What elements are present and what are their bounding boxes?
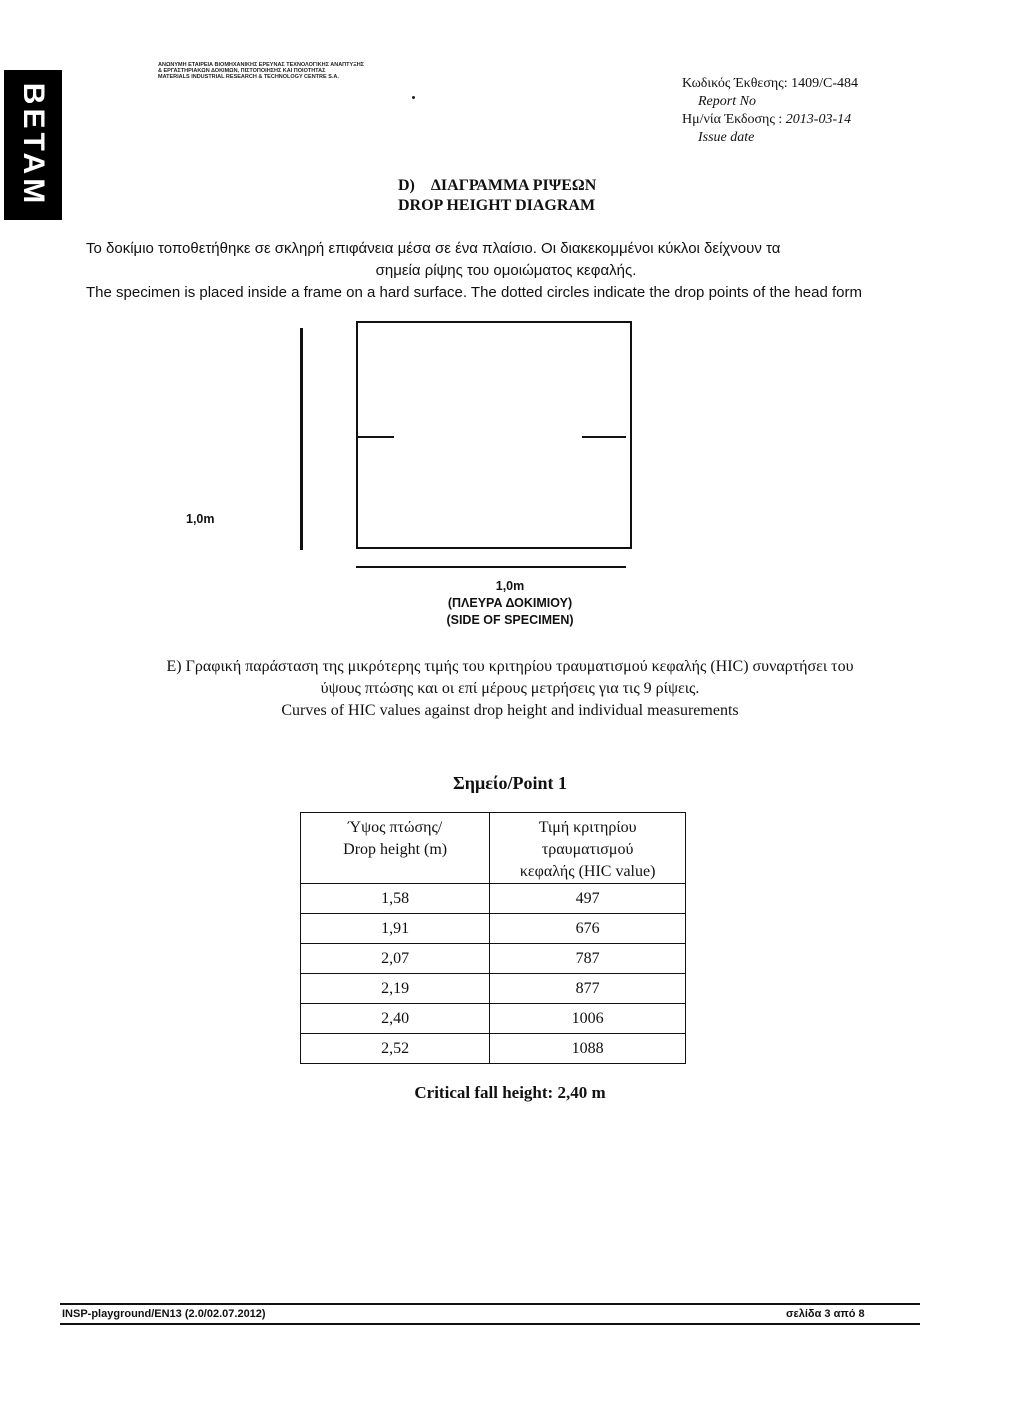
bottom-dimension-label	[380, 578, 640, 629]
table-row	[301, 944, 686, 974]
header-line: ΑΝΩΝΥΜΗ ΕΤΑΙΡΕΙΑ ΒΙΟΜΗΧΑΝΙΚΗΣ ΕΡΕΥΝΑΣ ΤΕΧΝΟΛΟΓΙΚΗΣ ΑΝΑΠΤΥΞΗΣ	[158, 62, 364, 68]
specimen-frame	[356, 321, 632, 549]
issue-date-label: Ημ/νία Έκδοσης :	[682, 112, 783, 127]
section-d-text	[86, 238, 956, 304]
issue-date-label-en: Issue date	[698, 130, 755, 145]
table-row	[301, 1034, 686, 1064]
header-hic-line: Τιμή κριτηρίου	[538, 819, 637, 836]
bottom-label-en: (SIDE OF SPECIMEN)	[446, 613, 574, 627]
header-hic-line: τραυματισμού	[541, 841, 634, 858]
hic-value-cell: 787	[490, 944, 686, 974]
critical-fall-height: Critical fall height: 2,40 m	[414, 1083, 606, 1102]
section-d-text-gr-2: σημεία ρίψης του ομοιώματος κεφαλής.	[375, 262, 637, 279]
table-row	[301, 974, 686, 1004]
hic-value-cell: 1088	[490, 1034, 686, 1064]
report-code-label: Κωδικός Έκθεσης:	[682, 76, 788, 91]
section-d-text-gr-1: Το δοκίμιο τοποθετήθηκε σε σκληρή επιφάνεια μέσα σε ένα πλαίσιο. Οι διακεκομμένοι κύκλοι δείχνουν τα	[86, 240, 781, 257]
hic-value-cell: 1006	[490, 1004, 686, 1034]
section-e-title	[60, 656, 960, 722]
table-row	[301, 884, 686, 914]
footer-document-id: INSP-playground/EN13 (2.0/02.07.2012)	[62, 1308, 266, 1320]
header-drop-height-line: Drop height (m)	[343, 841, 448, 858]
section-d-title-gr: D) ΔΙΑΓΡΑΜΜΑ ΡΙΨΕΩΝ	[398, 177, 597, 194]
hic-value-cell: 877	[490, 974, 686, 1004]
vertical-scale-line	[300, 328, 303, 550]
report-code-label-en: Report No	[698, 94, 756, 109]
header-drop-height	[301, 813, 490, 884]
drop-height-cell: 2,52	[301, 1034, 490, 1064]
hic-value-cell: 676	[490, 914, 686, 944]
hic-value-cell: 497	[490, 884, 686, 914]
left-mark	[358, 436, 394, 438]
section-d-title	[398, 176, 596, 216]
point-title: Σημείο/Point 1	[453, 773, 567, 793]
issue-date-value: 2013-03-14	[785, 112, 852, 127]
section-d-title-en: DROP HEIGHT DIAGRAM	[398, 197, 596, 214]
table-row	[301, 1004, 686, 1034]
footer-rule-top	[60, 1303, 920, 1305]
drop-height-cell: 2,19	[301, 974, 490, 1004]
header-hic-line: κεφαλής (HIC value)	[519, 863, 656, 880]
drop-height-cell: 2,40	[301, 1004, 490, 1034]
section-e-title-en: Curves of HIC values against drop height and individual measurements	[281, 702, 739, 719]
header-line: MATERIALS INDUSTRIAL RESEARCH & TECHNOLOGY CENTRE S.A.	[158, 74, 339, 80]
side-length-label: 1,0m	[186, 512, 215, 526]
drop-height-cell: 1,91	[301, 914, 490, 944]
section-d-text-en-1: The specimen is placed inside a frame on a hard surface. The dotted circles indicate the drop points of the head form	[86, 284, 862, 301]
header-drop-height-line: Ύψος πτώσης/	[348, 819, 443, 836]
footer-page-number: σελίδα 3 από 8	[786, 1308, 865, 1320]
company-header	[158, 62, 364, 80]
table-header-row	[301, 813, 686, 884]
logo-text: BETAM	[17, 82, 50, 208]
bottom-label-gr: (ΠΛΕΥΡΑ ΔΟΚΙΜΙΟΥ)	[447, 596, 573, 610]
drop-height-cell: 2,07	[301, 944, 490, 974]
footer-rule-bottom	[60, 1323, 920, 1325]
header-hic-value	[490, 813, 686, 884]
header-line: & ΕΡΓΑΣΤΗΡΙΑΚΩΝ ΔΟΚΙΜΩΝ, ΠΙΣΤΟΠΟΙΗΣΗΣ ΚΑΙ ΠΟΙΟΤΗΤΑΣ	[158, 68, 326, 74]
section-e-title-gr-1: E) Γραφική παράσταση της μικρότερης τιμής του κριτηρίου τραυματισμού κεφαλής (HIC) συναρτήσει του	[166, 658, 854, 675]
report-code-value: 1409/C-484	[791, 76, 859, 91]
dot-mark	[412, 96, 415, 99]
table-row	[301, 914, 686, 944]
section-e-title-gr-2: ύψους πτώσης και οι επί μέρους μετρήσεις για τις 9 ρίψεις.	[320, 680, 700, 697]
drop-height-diagram	[300, 318, 640, 578]
report-meta	[682, 75, 858, 147]
company-logo	[4, 70, 62, 220]
drop-height-cell: 1,58	[301, 884, 490, 914]
bottom-length-label: 1,0m	[495, 579, 525, 593]
hic-table	[300, 812, 686, 1064]
right-mark	[582, 436, 626, 438]
horizontal-scale-line	[356, 566, 626, 568]
